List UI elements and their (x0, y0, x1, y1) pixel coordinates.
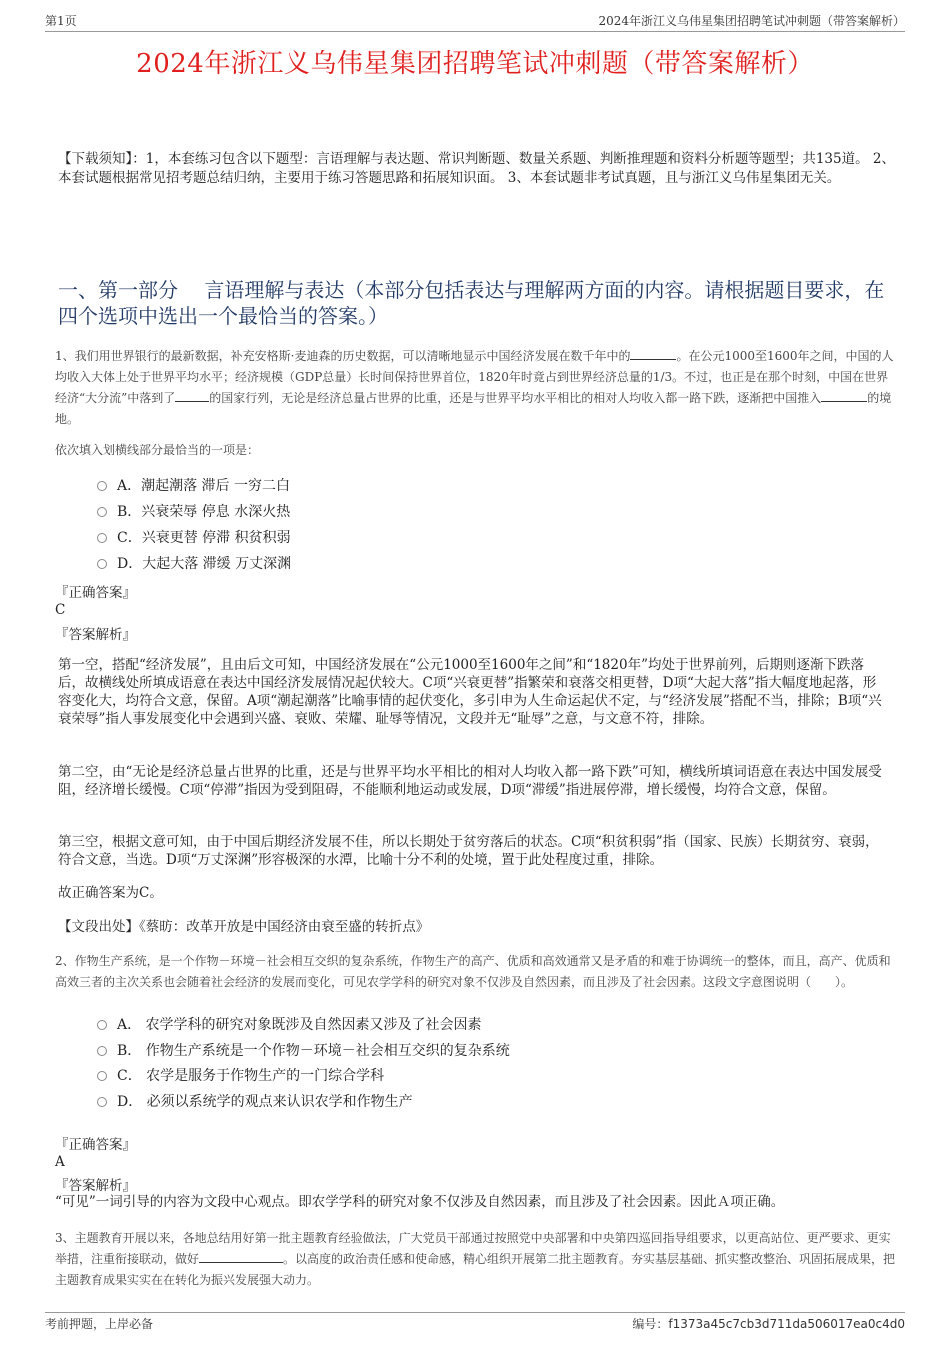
q3-stem-part-a: 3、主题教育开展以来，各地总结用好第一批主题教育经验做法，广大党员干部通过按照党中央部署和中央第四巡回指导组要求，以更高站位、更严要求、更实举措，注重衔接联动，做好 (55, 1231, 891, 1266)
blank-3 (821, 390, 867, 402)
q2-option-b-label: B． 作物生产系统是一个作物－环境－社会相互交织的复杂系统 (117, 1043, 510, 1059)
q2-option-d[interactable] (97, 1092, 413, 1112)
q1-option-d[interactable] (97, 554, 291, 574)
page-number: 第1页 (45, 14, 77, 28)
q2-analysis-label: 『答案解析』 (55, 1178, 136, 1194)
q2-option-b[interactable] (97, 1041, 510, 1061)
q2-option-a[interactable] (97, 1015, 482, 1035)
q1-option-a-label: A．潮起潮落 滞后 一穷二白 (117, 478, 291, 494)
q1-analysis-label: 『答案解析』 (55, 627, 136, 643)
q1-stem-part-b: 。在公元1000至1600年之间，中国的人均收入大体上处于世界平均水平；经济规模（GDP总量）长时间保持世界首位，1820年时竟占到世界经济总量的1/3。不过，也正是在那个时刻，中国在世界经济“大分流”中落到了 (55, 349, 894, 405)
q1-option-b-label: B．兴衰荣辱 停息 水深火热 (117, 504, 291, 520)
q1-analysis-para-3: 第三空，根据文意可知，由于中国后期经济发展不佳，所以长期处于贫穷落后的状态。C项“积贫积弱”指（国家、民族）长期贫穷、衰弱，符合文意，当选。D项“万丈深渊”形容极深的水潭，比喻十分不利的处境，置于此处程度过重，排除。 (58, 834, 879, 868)
footer-code-label: 编号： (632, 1317, 669, 1331)
q1-analysis-para-1: 第一空，搭配“经济发展”，且由后文可知，中国经济发展在“公元1000至1600年之间”和“1820年”均处于世界前列，后期则逐渐下跌落后，故横线处所填成语意在表达中国经济发展情况起伏较大。C项“兴衰更替”指繁荣和衰落交相更替，D项“大起大落”指大幅度地起落，形容变化大，均符合文意，保留。A项“潮起潮落”比喻事情的起伏变化，多引申为人生命运起伏不定，与“经济发展”搭配不当，排除；B项“兴衰荣辱”指人事发展变化中会遇到兴盛、衰败、荣耀、耻辱等情况，文段并无“耻辱”之意，与文意不符，排除。 (58, 657, 882, 727)
q1-stem-part-d: 的境地。 (55, 391, 892, 426)
q1-conclusion: 故正确答案为C。 (58, 885, 163, 901)
q1-answer-label: 『正确答案』 (55, 585, 136, 601)
footer-rule (45, 1312, 905, 1313)
q1-stem-part-c: 的国家行列，无论是经济总量占世界的比重，还是与世界平均水平相比的相对人均收入都一路下跌，逐渐把中国推入 (209, 391, 822, 405)
footer-slogan: 考前押题，上岸必备 (45, 1317, 154, 1331)
q1-option-a[interactable] (97, 476, 290, 496)
header-doc-title: 2024年浙江义乌伟星集团招聘笔试冲刺题（带答案解析） (598, 14, 905, 28)
radio-icon[interactable] (97, 481, 107, 491)
footer-code (632, 1315, 905, 1332)
header-rule (45, 31, 905, 32)
q1-analysis-para-2: 第二空，由“无论是经济总量占世界的比重，还是与世界平均水平相比的相对人均收入都一路下跌”可知，横线所填词语意在表达中国发展受阻，经济增长缓慢。C项“停滞”指因为受到阻碍，不能顺利地运动或发展，D项“滞缓”指进展停滞，增长缓慢，均符合文意，保留。 (58, 764, 882, 798)
section-heading: 一、第一部分 言语理解与表达（本部分包括表达与理解两方面的内容。请根据题目要求，在四个选项中选出一个最恰当的答案。） (58, 278, 885, 328)
blank-1 (630, 348, 676, 360)
radio-icon[interactable] (97, 559, 107, 569)
blank-4 (199, 1251, 283, 1263)
q2-option-a-label: A． 农学学科的研究对象既涉及自然因素又涉及了社会因素 (117, 1017, 482, 1033)
radio-icon[interactable] (97, 1020, 107, 1030)
q1-option-d-label: D．大起大落 滞缓 万丈深渊 (117, 556, 292, 572)
radio-icon[interactable] (97, 507, 107, 517)
blank-2 (175, 390, 209, 402)
q1-option-c-label: C．兴衰更替 停滞 积贫积弱 (117, 530, 291, 546)
q2-option-d-label: D． 必须以系统学的观点来认识农学和作物生产 (117, 1094, 413, 1110)
document-title: 2024年浙江义乌伟星集团招聘笔试冲刺题（带答案解析） (136, 49, 814, 79)
q1-option-b[interactable] (97, 502, 290, 522)
question-2-stem: 2、作物生产系统，是一个作物－环境－社会相互交织的复杂系统，作物生产的高产、优质和高效通常又是矛盾的和难于协调统一的整体，而且，高产、优质和高效三者的主次关系也会随着社会经济的发展而变化，可见农学学科的研究对象不仅涉及自然因素，而且涉及了社会因素。这段文字意图说明（ ）。 (55, 954, 891, 989)
q2-answer-label: 『正确答案』 (55, 1137, 136, 1153)
q1-option-c[interactable] (97, 528, 291, 548)
footer-code-value: f1373a45c7cb3d711da506017ea0c4d0 (668, 1317, 905, 1331)
q2-answer: A (55, 1154, 65, 1170)
q2-option-c-label: C． 农学是服务于作物生产的一门综合学科 (117, 1068, 385, 1084)
radio-icon[interactable] (97, 1097, 107, 1107)
q1-answer: C (55, 602, 66, 618)
download-notice: 【下载须知】：1，本套练习包含以下题型：言语理解与表达题、常识判断题、数量关系题、判断推理题和资料分析题等题型；共135道。 2、本套试题根据常见招考题总结归纳，主要用于练习答题思路和拓展知识面。 3、本套试题非考试真题，且与浙江义乌伟星集团无关。 (58, 151, 895, 186)
question-1-prompt: 依次填入划横线部分最恰当的一项是： (55, 443, 260, 457)
q3-stem-part-b: 。以高度的政治责任感和使命感，精心组织开展第二批主题教育。夯实基层基础、抓实整改整治、巩固拓展成果，把主题教育成果实实在在转化为振兴发展强大动力。 (55, 1252, 896, 1287)
q1-source: 【文段出处】《蔡昉：改革开放是中国经济由衰至盛的转折点》 (58, 919, 430, 935)
radio-icon[interactable] (97, 533, 107, 543)
radio-icon[interactable] (97, 1071, 107, 1081)
question-3-stem (55, 1228, 897, 1291)
question-1-stem (55, 346, 897, 430)
q2-option-c[interactable] (97, 1066, 384, 1086)
q1-stem-part-a: 1、我们用世界银行的最新数据，补充安格斯·麦迪森的历史数据，可以清晰地显示中国经济发展在数千年中的 (55, 349, 631, 363)
radio-icon[interactable] (97, 1046, 107, 1056)
q2-analysis: “可见”一词引导的内容为文段中心观点。即农学学科的研究对象不仅涉及自然因素，而且涉及了社会因素。因此Ａ项正确。 (55, 1194, 785, 1210)
